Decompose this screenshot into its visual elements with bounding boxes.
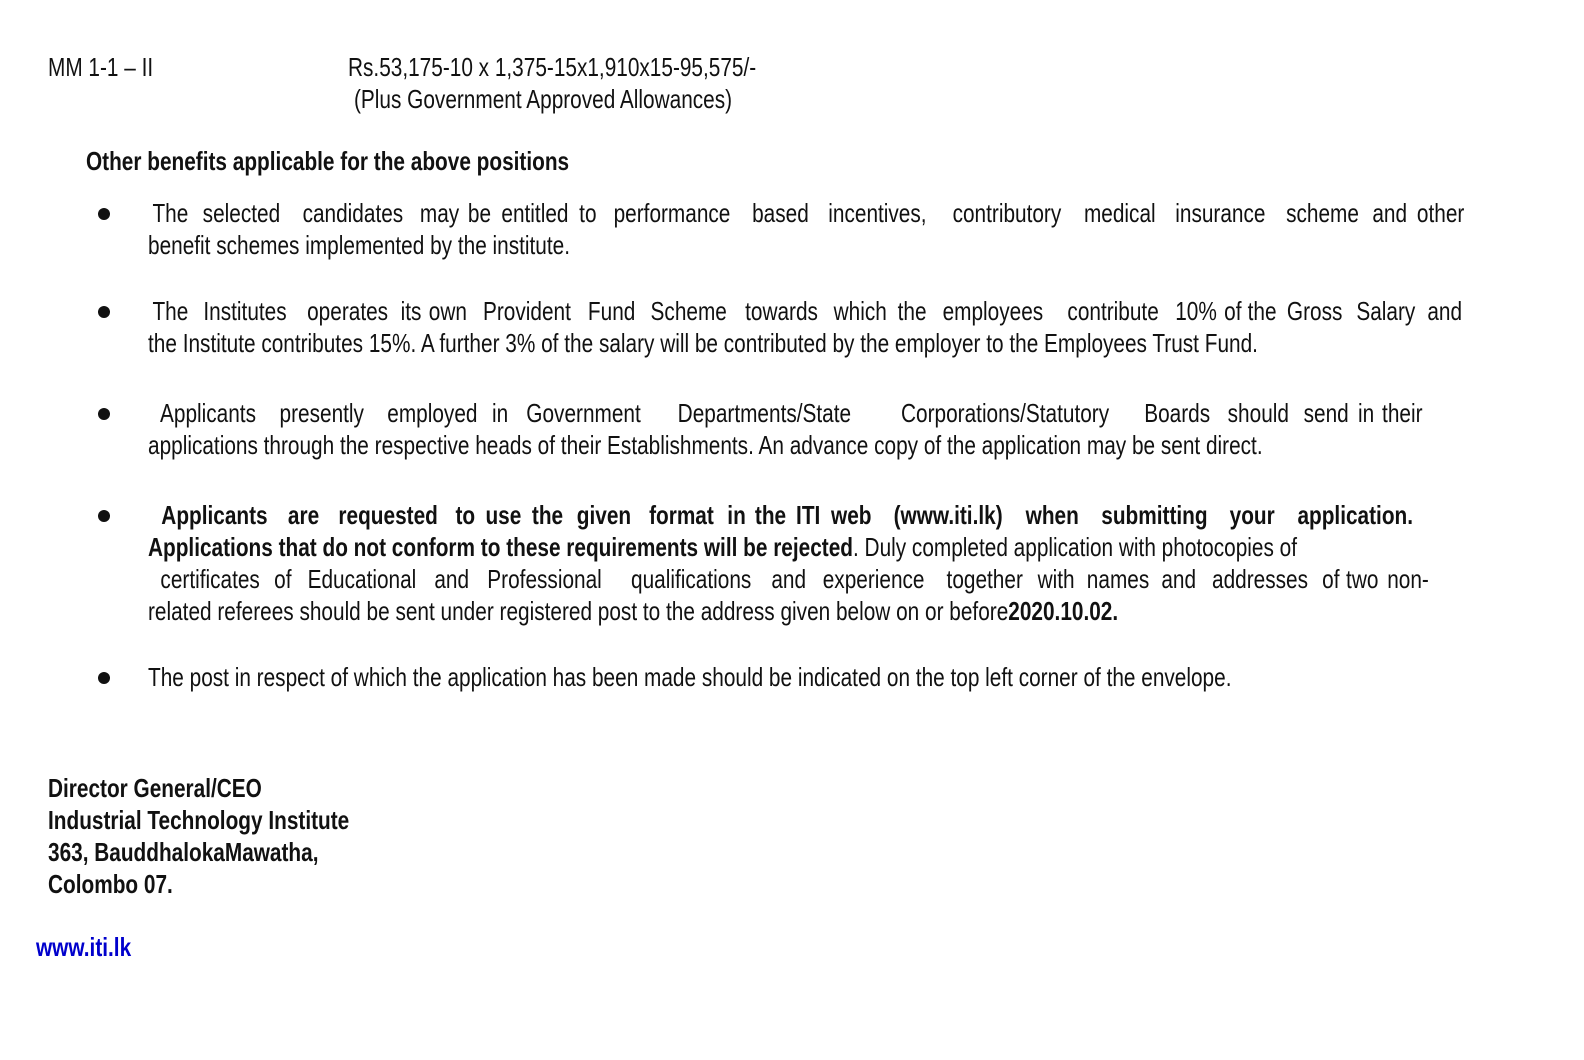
word: candidates [302, 198, 403, 228]
word: certificates [160, 564, 260, 594]
address-line: Industrial Technology Institute [48, 805, 350, 835]
rejection-notice: Applications that do not conform to these requirements will be rejected [148, 532, 853, 562]
word: own [428, 296, 467, 326]
word: should [1227, 398, 1289, 428]
word: two [1346, 564, 1379, 594]
word: be [467, 198, 491, 228]
word: Applicants [159, 398, 256, 428]
word: with [1037, 564, 1075, 594]
word: contributory [952, 198, 1061, 228]
word: Gross [1286, 296, 1343, 326]
deadline-date: 2020.10.02. [1008, 596, 1119, 626]
list-item-line [148, 295, 1462, 327]
word: web [831, 500, 872, 530]
word: The [152, 198, 189, 228]
word: Educational [307, 564, 417, 594]
word: employed [387, 398, 478, 428]
word: ITI [795, 500, 821, 530]
word: Departments/State [678, 398, 852, 428]
word: in [727, 500, 746, 530]
word: the [897, 296, 927, 326]
word: of [1322, 564, 1340, 594]
word: and [1161, 564, 1196, 594]
salary-scale: Rs.53,175-10 x 1,375-15x1,910x15-95,575/- [348, 52, 757, 82]
word: other [1417, 198, 1465, 228]
word: Applicants [161, 500, 268, 530]
word: Scheme [650, 296, 727, 326]
list-item-line: The post in respect of which the application has been made should be indicated on the top left corner of the envelope. [148, 662, 1232, 692]
word: addresses [1212, 564, 1309, 594]
word: selected [202, 198, 280, 228]
word: may [420, 198, 460, 228]
word: The [152, 296, 189, 326]
word: Corporations/Statutory [900, 398, 1109, 428]
word: scheme [1285, 198, 1359, 228]
word: which [833, 296, 888, 326]
word: incentives, [828, 198, 927, 228]
word: its [400, 296, 422, 326]
bullet-icon [98, 306, 110, 318]
salary-note: (Plus Government Approved Allowances) [354, 84, 733, 114]
word: to [455, 500, 476, 530]
word: based [752, 198, 809, 228]
word: qualifications [631, 564, 752, 594]
word: Government [526, 398, 641, 428]
benefits-heading: Other benefits applicable for the above positions [86, 146, 570, 176]
list-item-line [148, 499, 1428, 531]
word: the [754, 500, 787, 530]
word: medical [1083, 198, 1156, 228]
list-item-line: applications through the respective heads of their Establishments. An advance copy of the application may be sent direct. [148, 430, 1263, 460]
word: Boards [1144, 398, 1211, 428]
bullet-icon [98, 510, 110, 522]
address-block [48, 772, 425, 900]
bullet-icon [98, 672, 110, 684]
word: application. [1297, 500, 1414, 530]
word: given [577, 500, 632, 530]
word: together [946, 564, 1024, 594]
word: and [1372, 198, 1407, 228]
word: in [1357, 398, 1374, 428]
word: the [1247, 296, 1277, 326]
word: send [1303, 398, 1349, 428]
list-item-line: Applications that do not conform to these requirements will be rejected. Duly completed application with photocopies of [148, 532, 1297, 562]
bullet-icon [98, 208, 110, 220]
word: are [287, 500, 320, 530]
word: the [532, 500, 564, 530]
word: names [1086, 564, 1150, 594]
word: of [1224, 296, 1242, 326]
word: presently [279, 398, 365, 428]
website-link[interactable]: www.iti.lk [36, 932, 132, 962]
list-item-line [148, 397, 1428, 429]
salary-code: MM 1-1 – II [48, 52, 154, 82]
word: Professional [487, 564, 603, 594]
word: and [434, 564, 469, 594]
word: in [492, 398, 509, 428]
word: and [1427, 296, 1462, 326]
word: submitting [1101, 500, 1208, 530]
word: format [649, 500, 714, 530]
list-item-line: the Institute contributes 15%. A further 3% of the salary will be contributed by the employer to the Employees Trust Fund. [148, 328, 1258, 358]
word: towards [745, 296, 819, 326]
word: employees [942, 296, 1044, 326]
word: experience [822, 564, 925, 594]
word: to [579, 198, 597, 228]
word: (www.iti.lk) [893, 500, 1003, 530]
word: Salary [1356, 296, 1416, 326]
word: insurance [1175, 198, 1266, 228]
word: operates [306, 296, 388, 326]
word: your [1229, 500, 1275, 530]
word: performance [613, 198, 731, 228]
bullet-icon [98, 408, 110, 420]
word: when [1025, 500, 1079, 530]
word: and [770, 564, 806, 594]
address-line: Colombo 07. [48, 869, 173, 899]
word: Institutes [203, 296, 287, 326]
word: 10% [1175, 296, 1217, 326]
word: entitled [501, 198, 569, 228]
word: of [274, 564, 292, 594]
word: their [1382, 398, 1423, 428]
word: use [485, 500, 521, 530]
list-item-line: related referees should be sent under registered post to the address given below on or before2020.10.02. [148, 596, 1119, 626]
word: Fund [587, 296, 635, 326]
list-item-line: benefit schemes implemented by the institute. [148, 230, 571, 260]
word: contribute [1067, 296, 1159, 326]
word: non- [1387, 564, 1430, 594]
word: Provident [482, 296, 571, 326]
word: requested [338, 500, 438, 530]
list-item-line [148, 563, 1428, 595]
address-line: 363, BauddhalokaMawatha, [48, 837, 319, 867]
list-item-line [148, 197, 1465, 229]
address-line: Director General/CEO [48, 773, 262, 803]
